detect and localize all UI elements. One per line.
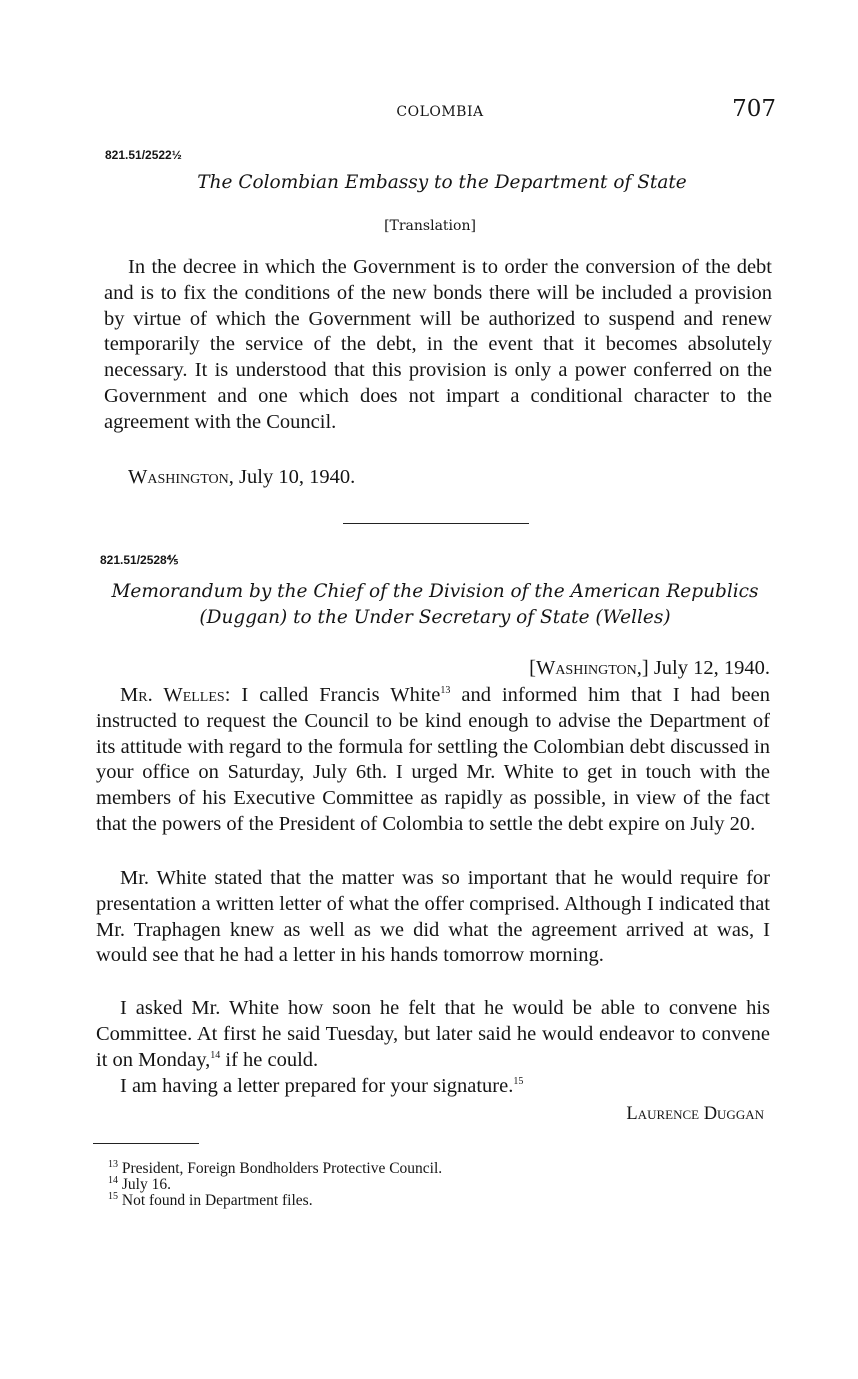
- page-number: 707: [732, 96, 776, 122]
- footnote-ref: 15: [513, 1076, 524, 1088]
- footnote: $^{13}$ President, Foreign Bondholders Protective Council.: [108, 1158, 443, 1177]
- body-paragraph: I asked Mr. White how soon he felt that he would be able to convene his Committee. At first he said Tuesday, but later said he would endeavor to convene it on Monday,$^{14}$ if he could.: [96, 997, 770, 1071]
- body-paragraph: In the decree in which the Government is to order the conversion of the debt and is to fix the conditions of the new bonds there will be included a provision by virtue of which the Government will be authorized to suspend and renew temporarily the service of the debt, in the event that it becomes absolutely necessary. It is understood that this provision is only a power conferred on the Government and one which does not impart a conditional character to the agreement with the Council.: [104, 256, 772, 433]
- body-paragraph: Mr. Welles: I called Francis White$^{13}$ and informed him that I had been instructed to request the Council to be kind enough to advise the Department of its attitude with regard to the formula for settling the Colombian debt discussed in your office on Saturday, July 6th. I urged Mr. White to get in touch with the members of his Executive Committee as rapidly as possible, in view of the fact that the powers of the President of Colombia to settle the debt expire on July 20.: [96, 684, 770, 835]
- footnote: $^{14}$ July 16.: [108, 1174, 171, 1193]
- dateline: [96, 656, 770, 682]
- footnote: $^{15}$ Not found in Department files.: [108, 1190, 313, 1209]
- footnotes: [108, 1158, 708, 1209]
- body-paragraph: I am having a letter prepared for your signature.$^{15}$: [120, 1075, 524, 1097]
- date: July 10, 1940.: [239, 466, 356, 488]
- footnote-divider: [93, 1143, 199, 1144]
- place-name: [Washington,]: [529, 657, 649, 679]
- running-header: COLOMBIA: [396, 104, 484, 120]
- document-title-line: (Duggan) to the Under Secretary of State (Welles): [199, 607, 671, 628]
- date: July 12, 1940.: [653, 657, 770, 679]
- salutation: Mr. Welles: [120, 684, 225, 706]
- translation-note: [Translation]: [384, 218, 476, 234]
- footnote-ref: 13: [440, 685, 451, 697]
- footnote-ref: 14: [210, 1049, 221, 1061]
- body-paragraph: Mr. White stated that the matter was so important that he would require for presentation a written letter of what the offer comprised. Although I indicated that Mr. Traphagen knew as well as we did what the agreement arrived at was, I would see that he had a letter in his hands tomorrow morning.: [96, 867, 770, 967]
- place-name: Washington,: [128, 466, 234, 488]
- document-title-line: Memorandum by the Chief of the Division of the American Republics: [111, 581, 759, 602]
- section-divider: [343, 523, 529, 524]
- document-title: The Colombian Embassy to the Department of State: [197, 172, 687, 193]
- file-reference: 821.51/2528⅘: [100, 553, 179, 567]
- dateline: [104, 465, 772, 491]
- signature: Laurence Duggan: [626, 1104, 764, 1124]
- file-reference: 821.51/2522½: [105, 148, 182, 162]
